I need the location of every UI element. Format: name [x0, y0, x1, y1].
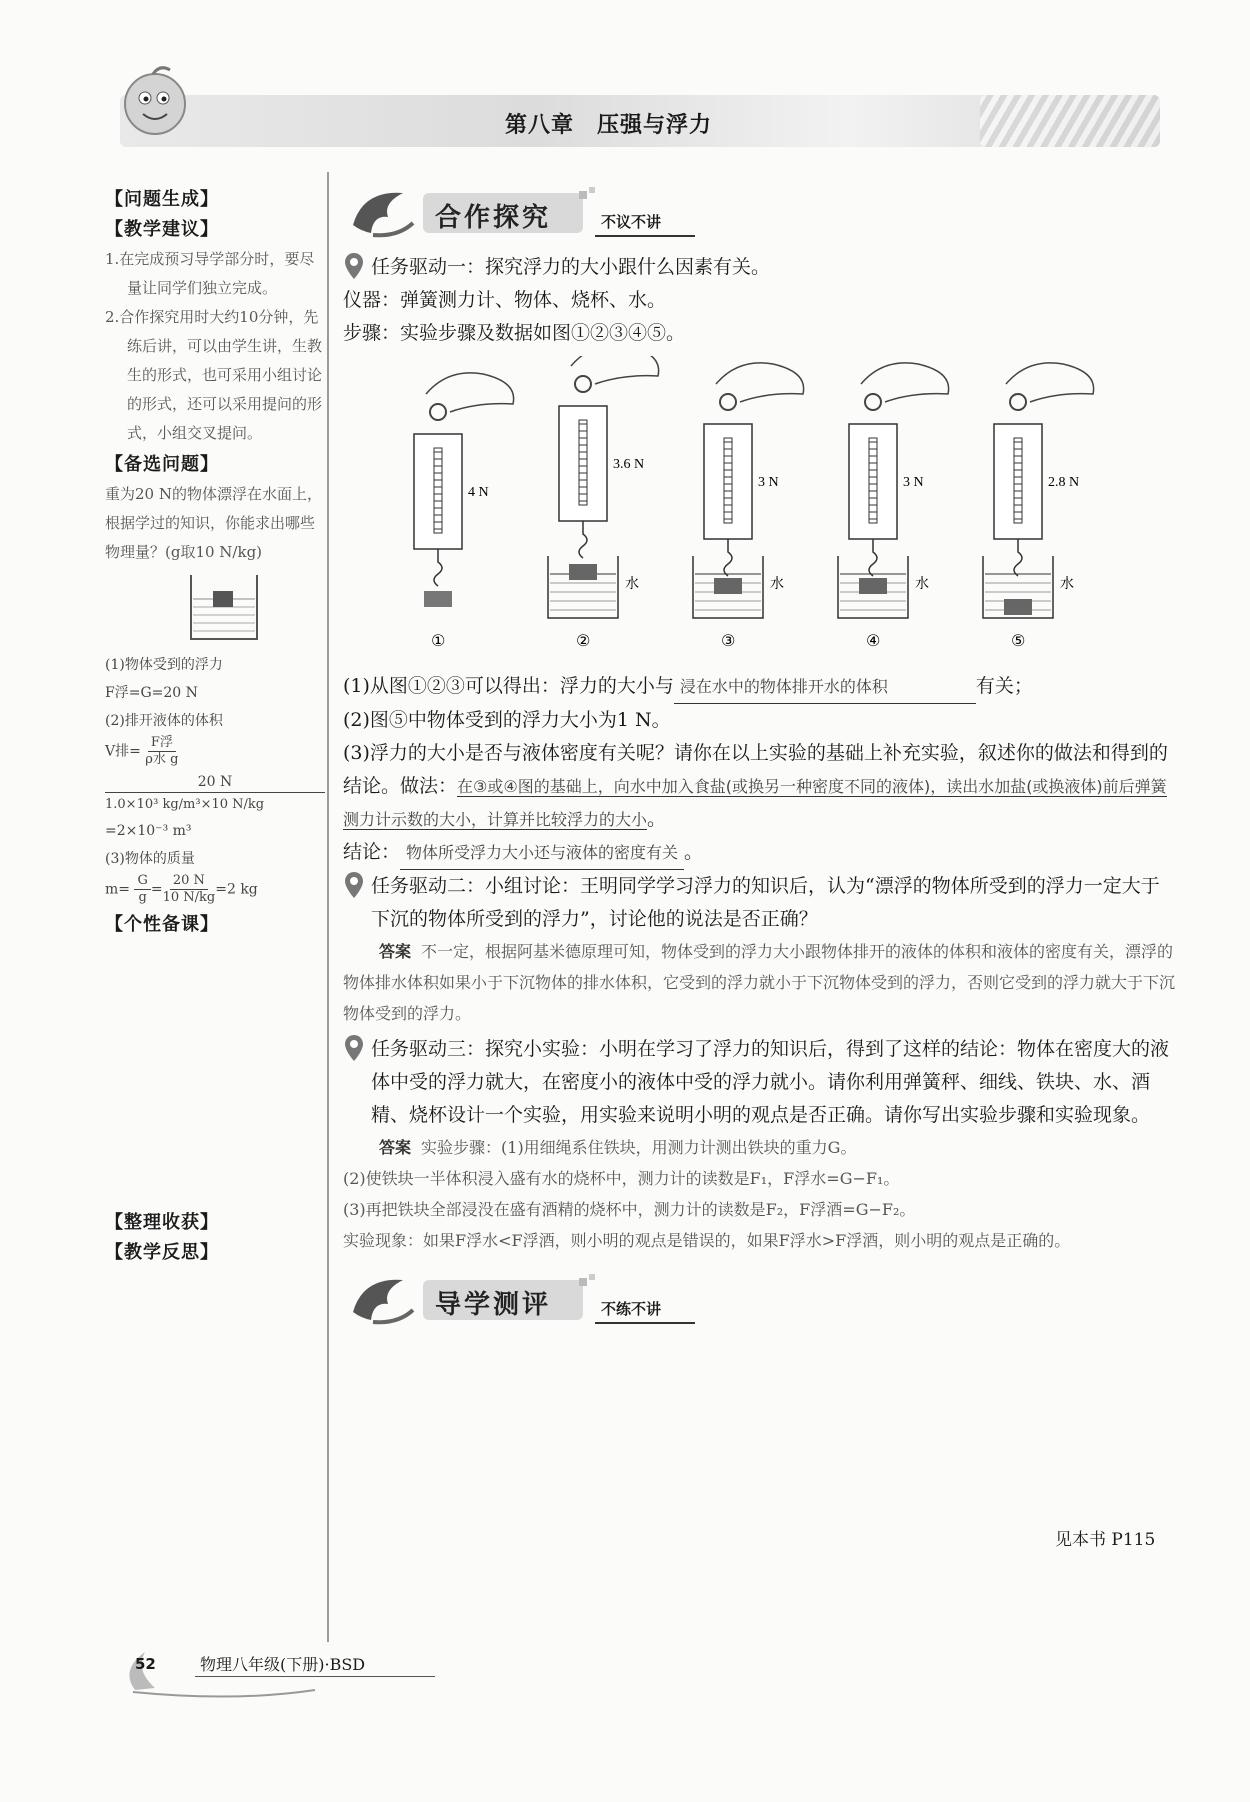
personal-prep-heading: 【个性备课】: [105, 914, 219, 935]
task-2-answer-text: 不一定，根据阿基米德原理可知，物体受到的浮力大小跟物体排开的液体的体积和液体的密度有关，漂浮的物体排水体积如果小于下沉物体的排水体积，它受到的浮力就小于下沉物体受到的浮力，否则它受到的浮力就大于下沉物体受到的浮力。: [343, 942, 1176, 1023]
metal-block: [424, 591, 452, 607]
banner-underline: [595, 1322, 695, 1324]
summary-heading: 【整理收获】: [105, 1212, 219, 1233]
hook-ring: [430, 404, 446, 420]
sol2-numerator: F浮: [148, 735, 176, 752]
scale-tube: [724, 438, 732, 523]
banner-title: 导学测评: [435, 1290, 552, 1320]
section-banner-assessment: [343, 1272, 1175, 1330]
location-pin-icon: [343, 1033, 365, 1063]
water-label: 水: [915, 577, 929, 592]
metal-block: [714, 578, 742, 594]
footer-underline: [195, 1676, 435, 1677]
instruments-text: 仪器：弹簧测力计、物体、烧杯、水。: [343, 289, 667, 311]
page-number: 52: [135, 1655, 156, 1673]
question-2: (2)图⑤中物体受到的浮力大小为1 N。: [343, 709, 671, 731]
sol2-value-denominator: 1.0×10³ kg/m³×10 N/kg: [105, 792, 325, 817]
hand-icon: [716, 363, 804, 402]
advice-item: 2.合作探究用时大约10分钟，先练后讲，可以由学生讲，生教生的形式，也可采用小组讨论的形式，还可以采用提问的形式，小组交叉提问。: [105, 308, 323, 442]
metal-block: [569, 564, 597, 580]
see-book-reference: 见本书 P115: [1055, 1530, 1156, 1550]
main-content: [343, 185, 1175, 1338]
task-1-text: 任务驱动一：探究浮力的大小跟什么因素有关。: [371, 256, 771, 278]
sol3-g-numerator: G: [134, 873, 150, 890]
scale-reading: 3 N: [758, 475, 779, 490]
q1-suffix: 有关；: [975, 675, 1033, 697]
answer-label: 答案: [379, 942, 412, 961]
metal-block: [859, 578, 887, 594]
banner-subtitle: 不练不讲: [601, 1300, 662, 1318]
figure-number-label: ①: [431, 631, 446, 650]
scale-tube: [579, 420, 587, 505]
metal-block: [1004, 599, 1032, 615]
sol2-fraction: [145, 735, 178, 768]
conclusion: [343, 836, 1175, 870]
alt-problem-heading: 【备选问题】: [105, 454, 219, 475]
section-banner-cooperative: [343, 185, 1175, 243]
hand-icon: [861, 363, 949, 402]
sol3-g-fraction: [134, 873, 150, 906]
sol2-value-numerator: 20 N: [197, 774, 233, 790]
task-3: [343, 1033, 1175, 1132]
hook: [1014, 539, 1022, 576]
task-3-step-1: 实验步骤：(1)用细绳系住铁块，用测力计测出铁块的重力G。: [421, 1138, 857, 1157]
task-3-step-2: (2)使铁块一半体积浸入盛有水的烧杯中，测力计的读数是F₁，F浮水=G−F₁。: [343, 1169, 900, 1188]
sol2-lhs: V排=: [105, 743, 141, 760]
q3-end: 。: [647, 808, 667, 830]
advice-item: 1.在完成预习导学部分时，要尽量让同学们独立完成。: [105, 250, 315, 297]
hook: [869, 539, 877, 576]
sol2-denominator: ρ水 g: [145, 752, 179, 767]
chapter-title: 第八章 压强与浮力: [505, 113, 713, 138]
problem-gen-heading: 【问题生成】: [105, 189, 219, 210]
hook-ring: [1010, 394, 1026, 410]
scale-reading: 2.8 N: [1048, 475, 1080, 490]
water-label: 水: [625, 577, 639, 592]
sol3-g-denominator: g: [138, 890, 147, 905]
water-label: 水: [1060, 577, 1074, 592]
sidebar: [105, 185, 325, 1268]
hand-icon: [571, 356, 659, 384]
sol3-lhs: m=: [105, 881, 131, 898]
question-3: [343, 737, 1175, 836]
task-3-answer: [343, 1132, 1175, 1256]
task-3-phenomenon: 实验现象：如果F浮水<F浮酒，则小明的观点是错误的，如果F浮水>F浮酒，则小明的观点是正确的。: [343, 1231, 1071, 1250]
conclusion-end: 。: [684, 841, 704, 863]
scale-tube: [869, 438, 877, 523]
water-label: 水: [770, 577, 784, 592]
figure-number-label: ②: [576, 631, 591, 650]
solution-1-equation: F浮=G=20 N: [105, 685, 198, 701]
alt-problem-text: 重为20 N的物体漂浮在水面上，根据学过的知识，你能求出哪些物理量？(g取10 N/kg): [105, 485, 322, 561]
book-info: 物理八年级(下册)·BSD: [200, 1655, 366, 1674]
location-pin-icon: [343, 870, 365, 900]
solution-3-title: (3)物体的质量: [105, 851, 195, 867]
q3-answer: 在③或④图的基础上，向水中加入食盐(或换另一种密度不同的液体)，读出水加盐(或换液体)前后弹簧测力计示数的大小，计算并比较浮力的大小: [343, 777, 1167, 829]
figure-number-label: ⑤: [1011, 631, 1026, 650]
steps-text: 步骤：实验步骤及数据如图①②③④⑤。: [343, 322, 686, 344]
hook-ring: [865, 394, 881, 410]
beaker-illustration: [185, 571, 265, 643]
experiment-diagram: [343, 356, 1175, 666]
task-3-answer-line-1: [343, 1132, 1175, 1163]
scale-reading: 4 N: [468, 485, 489, 500]
task-3-step-3: (3)再把铁块全部浸没在盛有酒精的烧杯中，测力计的读数是F₂，F浮酒=G−F₂。: [343, 1200, 916, 1219]
hook: [724, 539, 732, 576]
q1-answer: 浸在水中的物体排开水的体积: [674, 670, 976, 704]
scale-tube: [434, 448, 442, 533]
conclusion-label: 结论：: [343, 841, 401, 863]
task-2: [343, 870, 1175, 936]
task-1: [343, 251, 1175, 284]
solution-3-formula: m= $\frac{G}{g}$ = $\frac{20 N}{10 N/kg}$ =2 kg: [105, 873, 258, 905]
experiment-figure: [343, 356, 1175, 666]
hand-icon: [1006, 363, 1094, 402]
banner-title: 合作探究: [435, 203, 552, 233]
sol3-value-fraction: [163, 873, 216, 906]
scale-reading: 3 N: [903, 475, 924, 490]
mascot-icon: [115, 62, 195, 142]
sol3-result: =2 kg: [215, 881, 258, 898]
hand-icon: [426, 373, 514, 412]
solution-2-title: (2)排开液体的体积: [105, 713, 223, 729]
teaching-advice-heading: 【教学建议】: [105, 219, 219, 240]
location-pin-icon: [343, 251, 365, 281]
figure-number-label: ③: [721, 631, 736, 650]
question-1: [343, 670, 1175, 704]
task-2-answer: [343, 936, 1175, 1029]
hook-ring: [720, 394, 736, 410]
solution-1-title: (1)物体受到的浮力: [105, 657, 223, 673]
column-divider: [327, 172, 329, 1642]
task-2-text: 任务驱动二：小组讨论：王明同学学习浮力的知识后，认为“漂浮的物体所受到的浮力一定大于下沉的物体所受到的浮力”，讨论他的说法是否正确？: [371, 875, 1160, 930]
scale-reading: 3.6 N: [613, 457, 645, 472]
solution-2-formula: [105, 735, 325, 768]
blank-space: [105, 940, 325, 1208]
conclusion-answer: 物体所受浮力大小还与液体的密度有关: [400, 836, 684, 870]
banner-underline: [595, 235, 695, 237]
sol3-numerator: 20 N: [170, 873, 208, 890]
q1-prefix: (1)从图①②③可以得出：浮力的大小与: [343, 675, 674, 697]
q3-text: (3)浮力的大小是否与液体密度有关呢？请你在以上实验的基础上补充实验，叙述你的做法和得到的结论。做法：: [343, 742, 1168, 797]
task-3-text: 任务驱动三：探究小实验：小明在学习了浮力的知识后，得到了这样的结论：物体在密度大的液体中受的浮力就大，在密度小的液体中受的浮力就小。请你利用弹簧秤、细线、铁块、水、酒精、烧杯设计一个实验，用实验来说明小明的观点是否正确。请你写出实验步骤和实验现象。: [371, 1038, 1170, 1126]
hook: [434, 549, 442, 586]
answer-label: 答案: [379, 1138, 412, 1157]
banner-subtitle: 不议不讲: [601, 213, 662, 231]
hook: [579, 521, 587, 558]
sol2-result: =2×10⁻³ m³: [105, 823, 192, 839]
reflection-heading: 【教学反思】: [105, 1242, 219, 1263]
sol3-denominator: 10 N/kg: [162, 890, 216, 905]
hook-ring: [575, 376, 591, 392]
figure-number-label: ④: [866, 631, 881, 650]
scale-tube: [1014, 438, 1022, 523]
